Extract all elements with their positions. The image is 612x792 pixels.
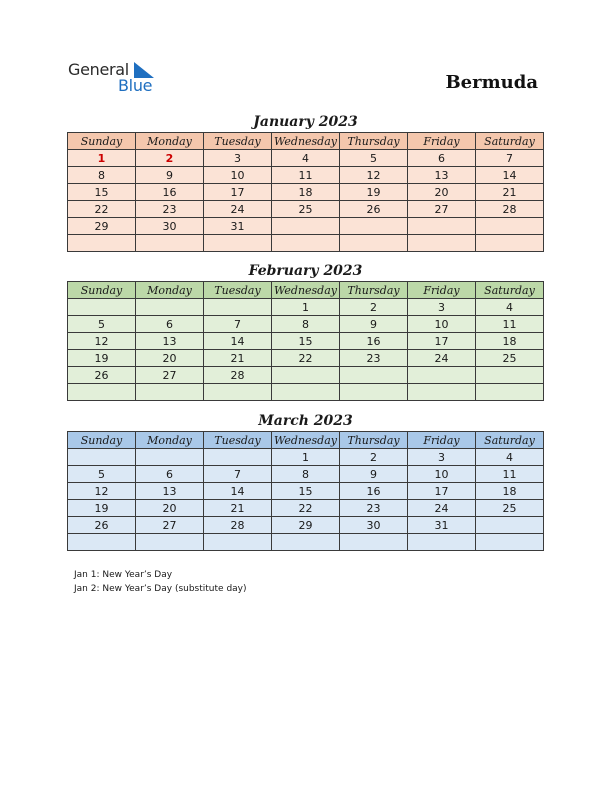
month-title: January 2023 (253, 114, 358, 130)
day-cell: 17 (408, 333, 476, 350)
day-cell: 31 (408, 517, 476, 534)
day-cell: 15 (272, 333, 340, 350)
day-cell (476, 235, 544, 252)
logo-text-general: General (68, 60, 129, 79)
day-cell (68, 235, 136, 252)
day-cell: 26 (68, 517, 136, 534)
day-cell: 4 (476, 449, 544, 466)
day-cell: 12 (340, 167, 408, 184)
day-cell: 2 (340, 449, 408, 466)
day-cell: 6 (136, 466, 204, 483)
day-cell: 19 (68, 350, 136, 367)
day-cell: 1 (68, 150, 136, 167)
day-cell: 16 (340, 333, 408, 350)
day-cell (204, 235, 272, 252)
day-cell: 10 (204, 167, 272, 184)
day-cell (408, 534, 476, 551)
calendar-table (67, 281, 544, 401)
day-cell: 6 (408, 150, 476, 167)
week-row (68, 466, 544, 483)
day-cell: 10 (408, 466, 476, 483)
day-cell (272, 235, 340, 252)
week-row (68, 167, 544, 184)
month-march (67, 411, 544, 551)
day-cell (272, 534, 340, 551)
day-cell: 18 (272, 184, 340, 201)
weekday-header: Friday (408, 432, 476, 449)
weekday-header-row (68, 133, 544, 150)
day-cell: 26 (68, 367, 136, 384)
weekday-header: Thursday (340, 133, 408, 150)
day-cell (408, 367, 476, 384)
month-february (67, 261, 544, 401)
day-cell: 16 (340, 483, 408, 500)
weekday-header: Tuesday (204, 282, 272, 299)
day-cell: 29 (272, 517, 340, 534)
calendar-table (67, 431, 544, 551)
day-cell: 24 (408, 350, 476, 367)
day-cell: 8 (272, 316, 340, 333)
week-row (68, 316, 544, 333)
day-cell: 25 (476, 350, 544, 367)
day-cell: 5 (68, 316, 136, 333)
day-cell (476, 218, 544, 235)
day-cell: 2 (136, 150, 204, 167)
week-row (68, 449, 544, 466)
weekday-header: Monday (136, 282, 204, 299)
day-cell: 25 (272, 201, 340, 218)
day-cell: 7 (204, 466, 272, 483)
day-cell (68, 384, 136, 401)
weekday-header: Sunday (68, 282, 136, 299)
day-cell: 2 (340, 299, 408, 316)
day-cell: 25 (476, 500, 544, 517)
day-cell: 19 (340, 184, 408, 201)
day-cell: 3 (408, 299, 476, 316)
week-row (68, 299, 544, 316)
weekday-header: Tuesday (204, 432, 272, 449)
day-cell: 28 (204, 367, 272, 384)
day-cell: 8 (272, 466, 340, 483)
day-cell (340, 235, 408, 252)
holiday-note: Jan 1: New Year’s Day (74, 570, 173, 580)
day-cell (408, 384, 476, 401)
day-cell (408, 235, 476, 252)
day-cell: 28 (476, 201, 544, 218)
month-title: February 2023 (248, 263, 363, 279)
weekday-header: Sunday (68, 432, 136, 449)
day-cell: 3 (204, 150, 272, 167)
day-cell: 1 (272, 299, 340, 316)
weekday-header: Wednesday (272, 432, 340, 449)
weekday-header: Wednesday (272, 282, 340, 299)
week-row (68, 367, 544, 384)
country-title: Bermuda (445, 72, 538, 93)
day-cell (476, 367, 544, 384)
day-cell: 27 (408, 201, 476, 218)
week-row (68, 235, 544, 252)
day-cell (340, 534, 408, 551)
day-cell: 4 (272, 150, 340, 167)
weekday-header: Friday (408, 282, 476, 299)
day-cell: 4 (476, 299, 544, 316)
weekday-header: Saturday (476, 133, 544, 150)
day-cell (408, 218, 476, 235)
weekday-header: Thursday (340, 282, 408, 299)
weekday-header: Wednesday (272, 133, 340, 150)
week-row (68, 483, 544, 500)
day-cell: 19 (68, 500, 136, 517)
day-cell: 14 (204, 483, 272, 500)
week-row (68, 350, 544, 367)
month-january (67, 112, 544, 252)
holiday-notes (74, 568, 247, 596)
month-title: March 2023 (258, 413, 353, 429)
weekday-header-row (68, 432, 544, 449)
weekday-header: Saturday (476, 432, 544, 449)
day-cell: 21 (204, 350, 272, 367)
calendar-table (67, 132, 544, 252)
weekday-header: Tuesday (204, 133, 272, 150)
day-cell (272, 218, 340, 235)
day-cell (136, 235, 204, 252)
weekday-header: Friday (408, 133, 476, 150)
day-cell: 10 (408, 316, 476, 333)
week-row (68, 517, 544, 534)
weekday-header: Sunday (68, 133, 136, 150)
day-cell (204, 449, 272, 466)
day-cell: 17 (204, 184, 272, 201)
day-cell: 9 (136, 167, 204, 184)
day-cell: 15 (272, 483, 340, 500)
day-cell: 1 (272, 449, 340, 466)
day-cell (476, 517, 544, 534)
day-cell: 31 (204, 218, 272, 235)
day-cell (136, 449, 204, 466)
day-cell: 7 (204, 316, 272, 333)
weekday-header: Monday (136, 133, 204, 150)
day-cell: 22 (68, 201, 136, 218)
day-cell (68, 299, 136, 316)
day-cell (204, 384, 272, 401)
day-cell (476, 534, 544, 551)
day-cell: 11 (476, 316, 544, 333)
day-cell: 14 (476, 167, 544, 184)
day-cell: 21 (476, 184, 544, 201)
day-cell: 13 (408, 167, 476, 184)
day-cell: 28 (204, 517, 272, 534)
day-cell: 24 (408, 500, 476, 517)
day-cell: 17 (408, 483, 476, 500)
day-cell: 13 (136, 333, 204, 350)
day-cell (136, 534, 204, 551)
day-cell: 12 (68, 483, 136, 500)
day-cell (272, 384, 340, 401)
day-cell: 16 (136, 184, 204, 201)
day-cell: 30 (340, 517, 408, 534)
weekday-header: Saturday (476, 282, 544, 299)
day-cell (272, 367, 340, 384)
day-cell (476, 384, 544, 401)
day-cell: 13 (136, 483, 204, 500)
week-row (68, 184, 544, 201)
weekday-header-row (68, 282, 544, 299)
day-cell: 18 (476, 483, 544, 500)
day-cell: 3 (408, 449, 476, 466)
day-cell: 5 (68, 466, 136, 483)
day-cell: 23 (136, 201, 204, 218)
day-cell: 11 (476, 466, 544, 483)
day-cell (68, 534, 136, 551)
day-cell: 6 (136, 316, 204, 333)
holiday-note: Jan 2: New Year’s Day (substitute day) (74, 584, 247, 594)
day-cell: 26 (340, 201, 408, 218)
day-cell: 27 (136, 517, 204, 534)
day-cell: 14 (204, 333, 272, 350)
day-cell: 7 (476, 150, 544, 167)
week-row (68, 201, 544, 218)
day-cell: 30 (136, 218, 204, 235)
week-row (68, 150, 544, 167)
day-cell: 24 (204, 201, 272, 218)
day-cell (340, 384, 408, 401)
day-cell: 23 (340, 350, 408, 367)
weekday-header: Monday (136, 432, 204, 449)
day-cell: 9 (340, 316, 408, 333)
day-cell: 8 (68, 167, 136, 184)
day-cell (136, 384, 204, 401)
day-cell (204, 534, 272, 551)
day-cell: 22 (272, 500, 340, 517)
day-cell: 5 (340, 150, 408, 167)
day-cell (68, 449, 136, 466)
day-cell: 9 (340, 466, 408, 483)
day-cell: 15 (68, 184, 136, 201)
logo (68, 60, 168, 96)
day-cell (340, 367, 408, 384)
day-cell: 20 (136, 350, 204, 367)
day-cell: 11 (272, 167, 340, 184)
week-row (68, 500, 544, 517)
day-cell: 20 (136, 500, 204, 517)
day-cell (204, 299, 272, 316)
day-cell: 18 (476, 333, 544, 350)
logo-text-blue: Blue (118, 76, 153, 95)
day-cell (136, 299, 204, 316)
week-row (68, 218, 544, 235)
day-cell (340, 218, 408, 235)
week-row (68, 384, 544, 401)
day-cell: 22 (272, 350, 340, 367)
day-cell: 20 (408, 184, 476, 201)
day-cell: 12 (68, 333, 136, 350)
day-cell: 27 (136, 367, 204, 384)
day-cell: 23 (340, 500, 408, 517)
weekday-header: Thursday (340, 432, 408, 449)
day-cell: 29 (68, 218, 136, 235)
day-cell: 21 (204, 500, 272, 517)
week-row (68, 534, 544, 551)
week-row (68, 333, 544, 350)
